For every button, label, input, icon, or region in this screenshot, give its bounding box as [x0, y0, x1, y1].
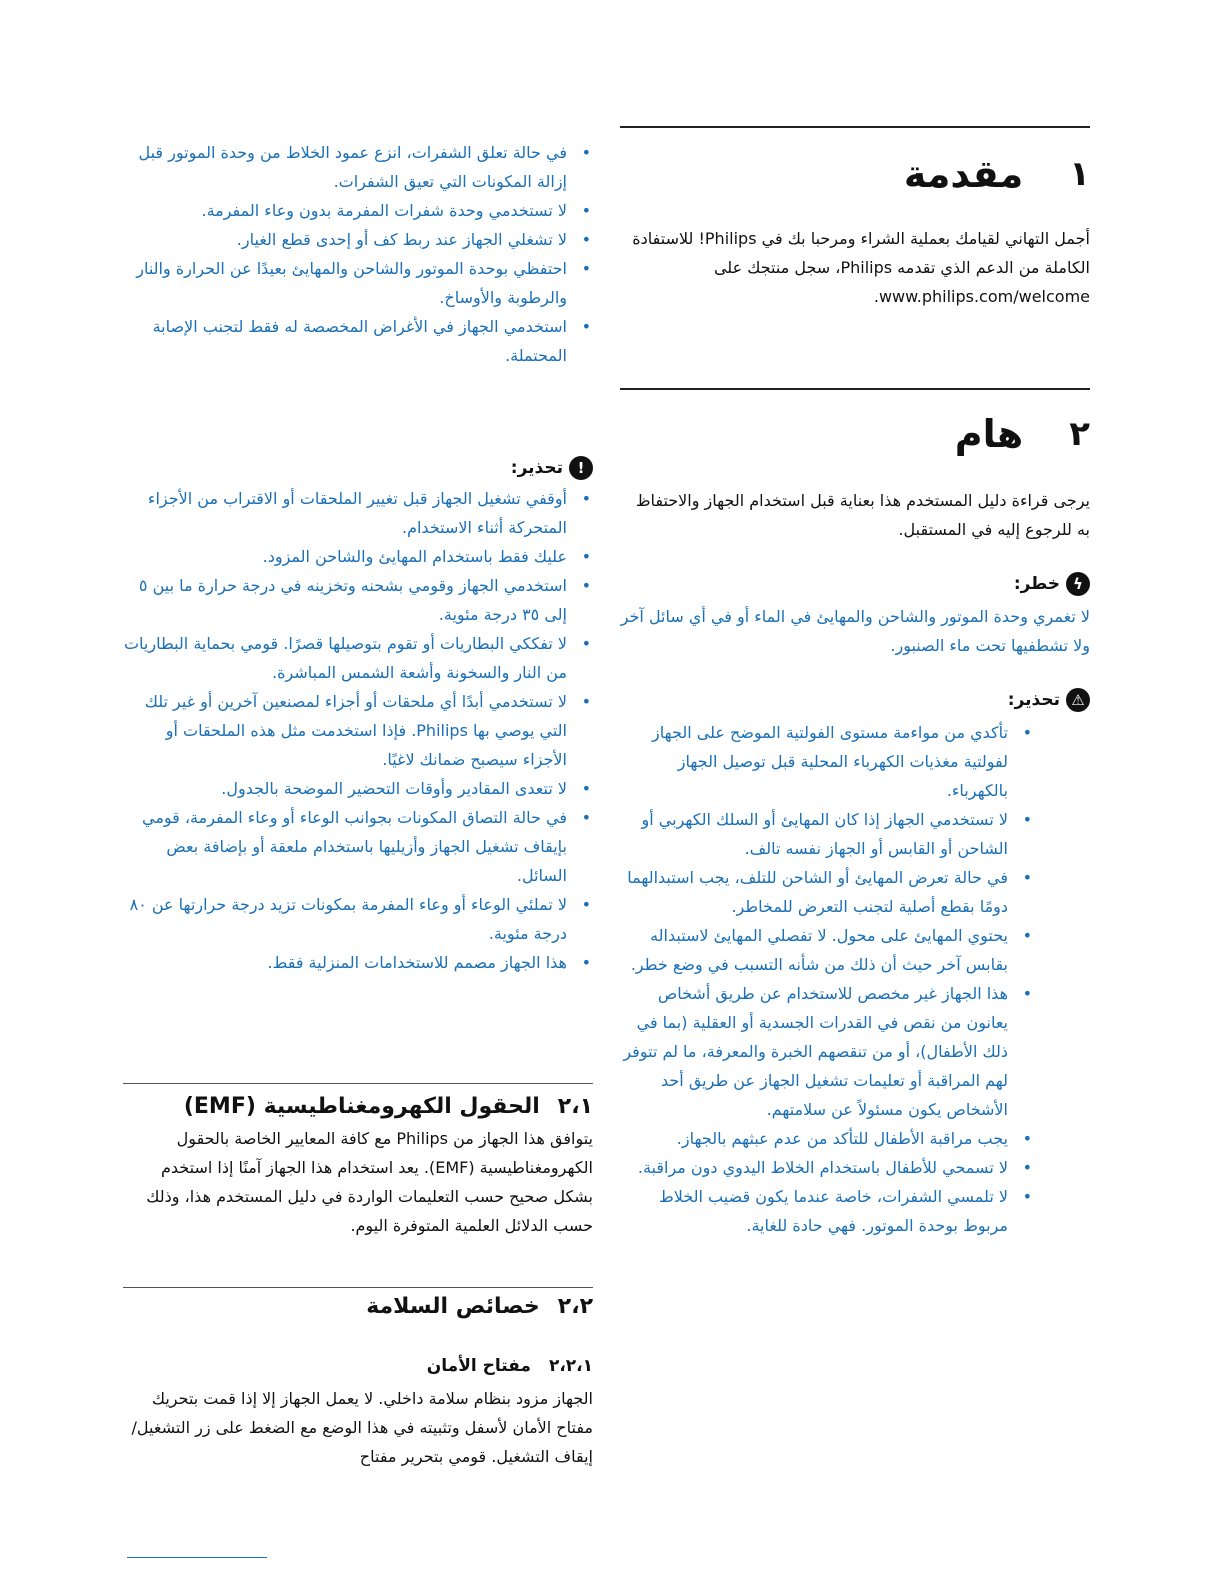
warning-label: تحذير: — [1007, 690, 1060, 710]
section1-number: ١ — [1069, 154, 1090, 194]
list-item: • لا تتعدى المقادير وأوقات التحضير الموضحة بالجدول. — [123, 774, 593, 803]
list-item: • هذا الجهاز مصمم للاستخدامات المنزلية فقط. — [123, 948, 593, 977]
lock-title: مفتاح الأمان — [426, 1356, 531, 1376]
safety-heading — [123, 1294, 593, 1319]
list-item: • يحتوي المهايئ على محول. لا تفصلي المهايئ لاستبداله بقابس آخر حيث أن ذلك من شأنه التسبب في وضع خطر. — [620, 921, 1034, 979]
list-item: • استخدمي الجهاز وقومي بشحنه وتخزينه في درجة حرارة ما بين ٥ إلى ٣٥ درجة مئوية. — [123, 571, 593, 629]
caution-list — [123, 484, 593, 977]
danger-label: خطر: — [1013, 574, 1060, 594]
lock-body: الجهاز مزود بنظام سلامة داخلي. لا يعمل الجهاز إلا إذا قمت بتحريك مفتاح الأمان لأسفل وتثبيته في هذا الوضع مع الضغط على زر التشغيل/إيقاف التشغيل. قومي بتحرير مفتاح — [131, 1389, 593, 1466]
section1-heading — [620, 152, 1090, 196]
warning-callout — [620, 688, 1090, 712]
emf-body: يتوافق هذا الجهاز من Philips مع كافة المعايير الخاصة بالحقول الكهرومغناطيسية (EMF). يعد استخدام هذا الجهاز آمنًا إذا استخدم بشكل صحيح حسب التعليمات الواردة في دليل المستخدم هذا، وذلك حسب الدلائل العلمية المتوفرة اليوم. — [146, 1129, 593, 1235]
safety-rule — [123, 1287, 593, 1288]
list-item: • في حالة تعلق الشفرات، انزع عمود الخلاط من وحدة الموتور قبل إزالة المكونات التي تعيق الشفرات. — [123, 138, 593, 196]
list-item: • لا تشغلي الجهاز عند ربط كف أو إحدى قطع الغيار. — [123, 225, 593, 254]
list-item: • احتفظي بوحدة الموتور والشاحن والمهايئ بعيدًا عن الحرارة والنار والرطوبة والأوساخ. — [123, 254, 593, 312]
list-item: • أوقفي تشغيل الجهاز قبل تغيير الملحقات أو الاقتراب من الأجزاء المتحركة أثناء الاستخدام. — [123, 484, 593, 542]
emf-rule — [123, 1083, 593, 1084]
caution-label: تحذير: — [510, 458, 563, 478]
caution-callout — [123, 456, 593, 480]
list-item: • عليك فقط باستخدام المهايئ والشاحن المزود. — [123, 542, 593, 571]
top-warning-list — [123, 138, 593, 370]
list-item: • لا تستخدمي أبدًا أي ملحقات أو أجزاء لمصنعين آخرين أو غير تلك التي يوصي بها Philips. فإذا استخدمت مثل هذه الملحقات أو الأجزاء سيصبح ضمانك لاغيًا. — [123, 687, 593, 774]
section2-number: ٢ — [1069, 414, 1090, 454]
section2-body: يرجى قراءة دليل المستخدم هذا بعناية قبل استخدام الجهاز والاحتفاظ به للرجوع إليه في المستقبل. — [635, 491, 1090, 539]
section2-heading — [620, 412, 1090, 456]
safety-title: خصائص السلامة — [366, 1294, 540, 1319]
emf-number: ٢،١ — [557, 1094, 593, 1119]
list-item: • لا تسمحي للأطفال باستخدام الخلاط اليدوي دون مراقبة. — [620, 1153, 1034, 1182]
list-item: • استخدمي الجهاز في الأغراض المخصصة له فقط لتجنب الإصابة المحتملة. — [123, 312, 593, 370]
lock-heading — [123, 1356, 593, 1376]
section1-top-rule — [620, 126, 1090, 128]
list-item: • لا تملئي الوعاء أو وعاء المفرمة بمكونات تزيد درجة حرارتها عن ٨٠ درجة مئوية. — [123, 890, 593, 948]
danger-callout — [620, 572, 1090, 596]
section1-body: أجمل التهاني لقيامك بعملية الشراء ومرحبا بك في Philips! للاستفادة الكاملة من الدعم الذي تقدمه Philips، سجل منتجك على www.philips.com/welcome. — [632, 229, 1090, 306]
list-item: • لا تلمسي الشفرات، خاصة عندما يكون قضيب الخلاط مربوط بوحدة الموتور. فهي حادة للغاية. — [620, 1182, 1034, 1240]
list-item: • يجب مراقبة الأطفال للتأكد من عدم عبثهم بالجهاز. — [620, 1124, 1034, 1153]
section1-title: مقدمة — [903, 152, 1024, 196]
footer-rule — [127, 1557, 267, 1558]
danger-text: لا تغمري وحدة الموتور والشاحن والمهايئ في الماء أو في أي سائل آخر ولا تشطفيها تحت ماء الصنبور. — [620, 607, 1090, 655]
list-item: • لا تستخدمي وحدة شفرات المفرمة بدون وعاء المفرمة. — [123, 196, 593, 225]
list-item: • لا تستخدمي الجهاز إذا كان المهايئ أو السلك الكهربي أو الشاحن أو القابس أو الجهاز نفسه تالف. — [620, 805, 1034, 863]
list-item: • في حالة تعرض المهايئ أو الشاحن للتلف، يجب استبدالهما دومًا بقطع أصلية لتجنب التعرض للمخاطر. — [620, 863, 1034, 921]
list-item: • هذا الجهاز غير مخصص للاستخدام عن طريق أشخاص يعانون من نقص في القدرات الجسدية أو العقلية (بما في ذلك الأطفال)، أو من تنقصهم الخبرة والمعرفة، ما لم تتوفر لهم المراقبة أو تعليمات تشغيل الجهاز عن طريق أحد الأشخاص يكون مسئولاً عن سلامتهم. — [620, 979, 1034, 1124]
list-item: • تأكدي من مواءمة مستوى الفولتية الموضح على الجهاز لفولتية مغذيات الكهرباء المحلية قبل توصيل الجهاز بالكهرباء. — [620, 718, 1034, 805]
emf-title: الحقول الكهرومغناطيسية (EMF) — [183, 1094, 540, 1119]
emf-heading — [123, 1094, 593, 1119]
list-item: • في حالة التصاق المكونات بجوانب الوعاء أو وعاء المفرمة، قومي بإيقاف تشغيل الجهاز وأزيليها باستخدام ملعقة أو بإضافة بعض السائل. — [123, 803, 593, 890]
list-item: • لا تفككي البطاريات أو تقوم بتوصيلها قصرًا. قومي بحماية البطاريات من النار والسخونة وأشعة الشمس المباشرة. — [123, 629, 593, 687]
section2-top-rule — [620, 388, 1090, 390]
lock-number: ٢،٢،١ — [548, 1356, 593, 1376]
safety-number: ٢،٢ — [557, 1294, 593, 1319]
section2-title: هام — [954, 412, 1024, 456]
exclamation-icon: ! — [569, 456, 593, 480]
danger-icon: ϟ — [1066, 572, 1090, 596]
warning-triangle-icon: ⚠ — [1066, 688, 1090, 712]
warning-list — [620, 718, 1090, 1240]
